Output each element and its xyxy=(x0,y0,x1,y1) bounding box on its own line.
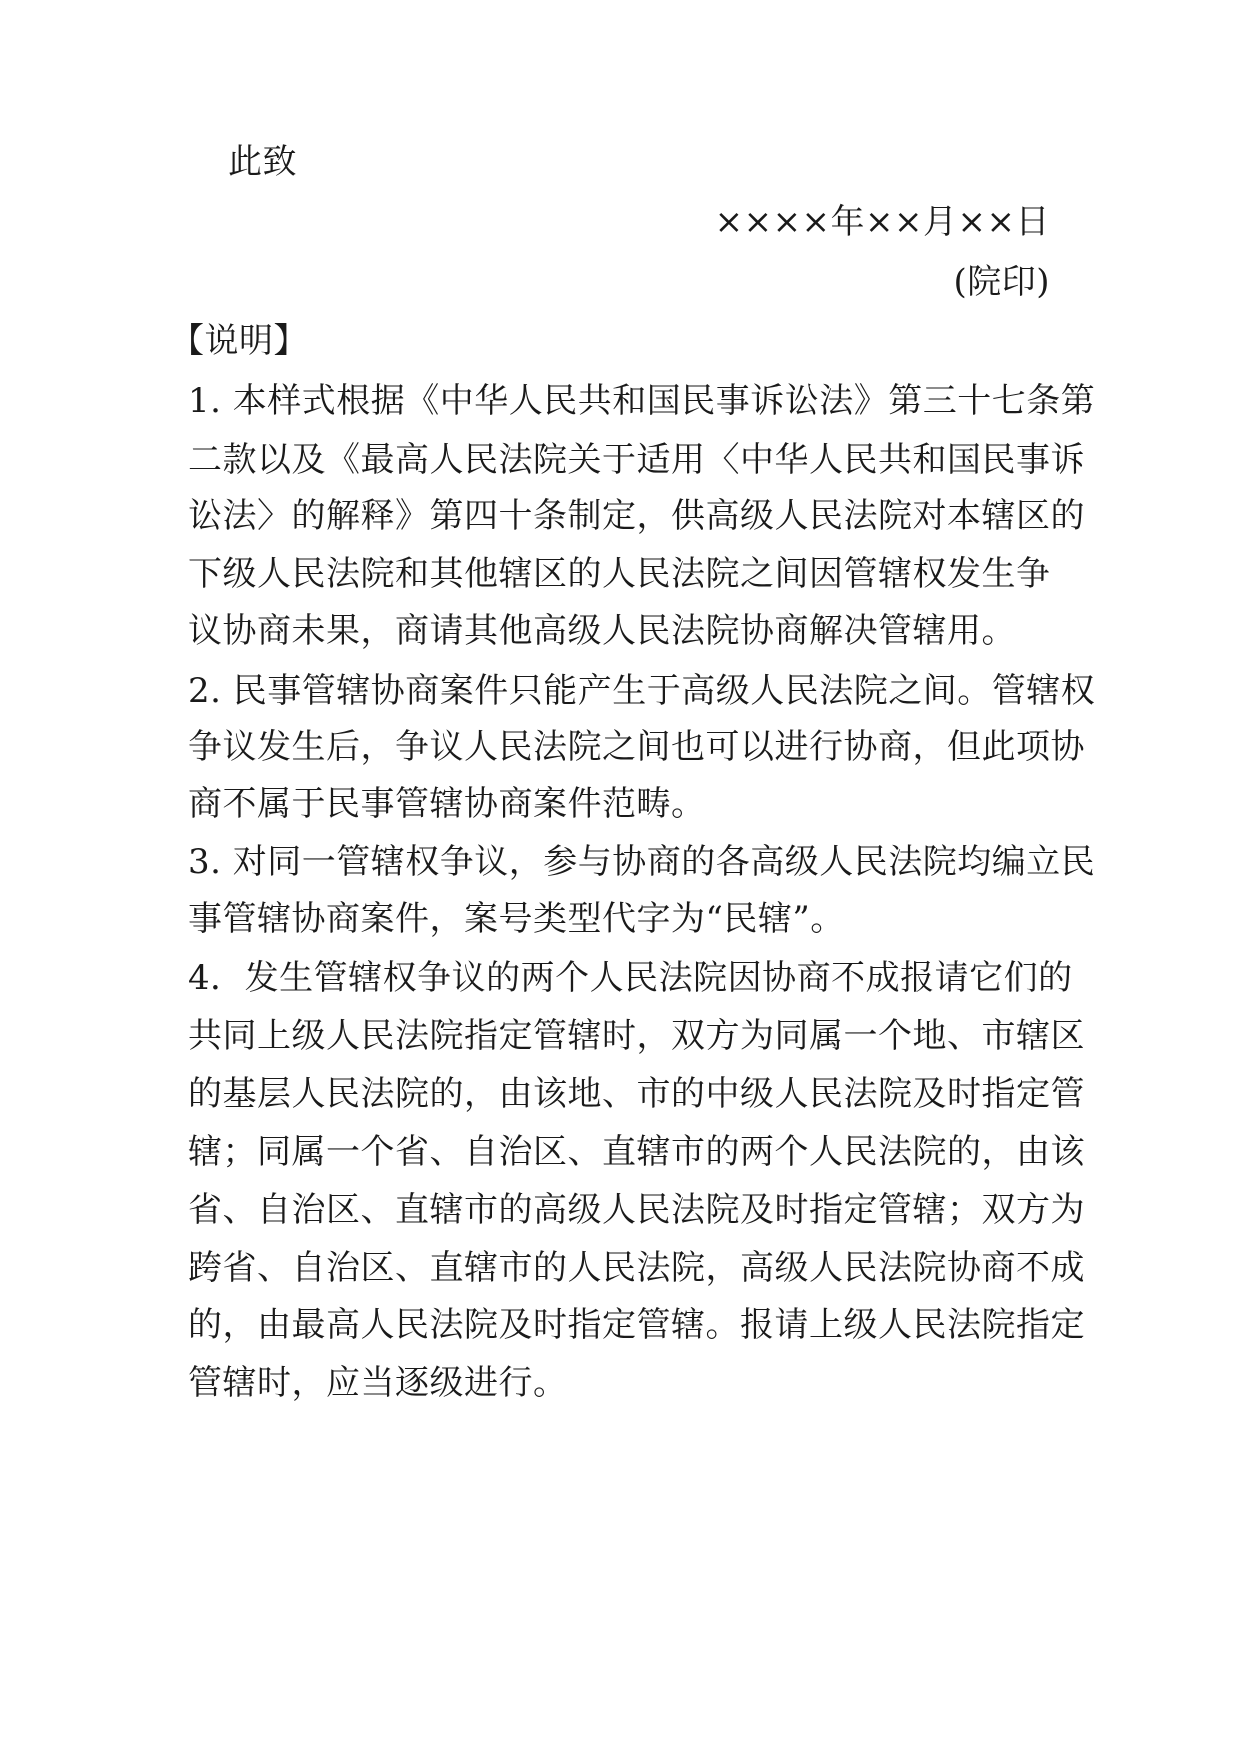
notes-heading: 【说明】 xyxy=(170,321,308,361)
note-line: 事管辖协商案件，案号类型代字为“民辖”。 xyxy=(188,899,845,939)
note-line: 二款以及《最高人民法院关于适用〈中华人民共和国民事诉 xyxy=(188,440,1085,480)
note-line: 4．发生管辖权争议的两个人民法院因协商不成报请它们的 xyxy=(188,958,1073,998)
note-line: 下级人民法院和其他辖区的人民法院之间因管辖权发生争 xyxy=(188,554,1051,594)
date-line: ××××年××月××日 xyxy=(714,202,1050,242)
note-line: 讼法〉的解释》第四十条制定，供高级人民法院对本辖区的 xyxy=(188,496,1085,536)
closing-salutation: 此致 xyxy=(228,142,297,182)
note-line: 共同上级人民法院指定管辖时，双方为同属一个地、市辖区 xyxy=(188,1016,1085,1056)
note-line: 议协商未果，商请其他高级人民法院协商解决管辖用。 xyxy=(188,611,1016,651)
note-line: 辖；同属一个省、自治区、直辖市的两个人民法院的，由该 xyxy=(188,1132,1085,1172)
note-line: 商不属于民事管辖协商案件范畴。 xyxy=(188,784,706,824)
note-line: 2. 民事管辖协商案件只能产生于高级人民法院之间。管辖权 xyxy=(188,671,1096,711)
note-line: 省、自治区、直辖市的高级人民法院及时指定管辖；双方为 xyxy=(188,1190,1085,1230)
note-line: 争议发生后，争议人民法院之间也可以进行协商，但此项协 xyxy=(188,727,1085,767)
note-line: 1. 本样式根据《中华人民共和国民事诉讼法》第三十七条第 xyxy=(188,381,1096,421)
note-line: 的基层人民法院的，由该地、市的中级人民法院及时指定管 xyxy=(188,1074,1085,1114)
court-seal-placeholder: (院印) xyxy=(953,262,1050,302)
note-line: 管辖时，应当逐级进行。 xyxy=(188,1363,568,1403)
note-line: 的，由最高人民法院及时指定管辖。报请上级人民法院指定 xyxy=(188,1305,1085,1345)
note-line: 跨省、自治区、直辖市的人民法院，高级人民法院协商不成 xyxy=(188,1248,1085,1288)
note-line: 3. 对同一管辖权争议，参与协商的各高级人民法院均编立民 xyxy=(188,842,1096,882)
